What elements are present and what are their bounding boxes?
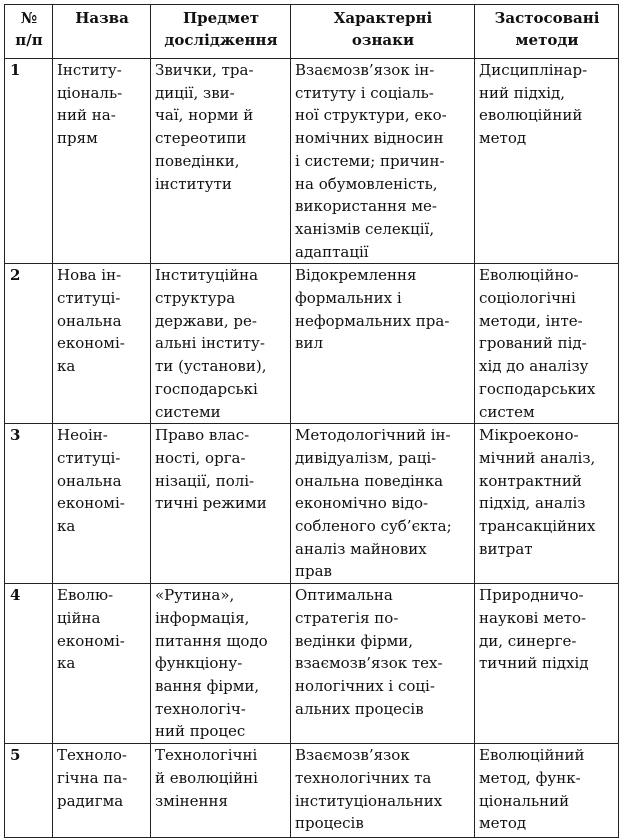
row-features: Взаємозв’язок технологічних та інституціональних процесів (291, 744, 475, 838)
header-number: № п/п (5, 5, 53, 59)
row-number: 2 (5, 264, 53, 424)
row-subject: Інституційна структура держави, ре- альні інститу- ти (установи), господарські системи (151, 264, 291, 424)
row-subject: Право влас- ності, орга- нізації, полі- тичні режими (151, 424, 291, 584)
row-methods: Еволюційно- соціологічні методи, інте- грований під- хід до аналізу господарських систем (475, 264, 619, 424)
row-number: 4 (5, 584, 53, 744)
row-number: 5 (5, 744, 53, 838)
table-row (5, 584, 619, 744)
economics-directions-table (4, 4, 619, 838)
row-subject: Звички, тра- диції, зви- чаї, норми й стереотипи поведінки, інститути (151, 59, 291, 264)
row-subject: «Рутина», інформація, питання щодо функціону- вання фірми, технологіч- ний процес (151, 584, 291, 744)
row-features: Методологічний ін- дивідуалізм, раці- ональна поведінка економічно відо- собленого суб’єкта; аналіз майнових прав (291, 424, 475, 584)
row-name: Еволю- ційна економі- ка (53, 584, 151, 744)
row-methods: Еволюційний метод, функ- ціональний метод (475, 744, 619, 838)
header-name: Назва (53, 5, 151, 59)
row-number: 1 (5, 59, 53, 264)
table-row (5, 264, 619, 424)
table-row (5, 424, 619, 584)
row-name: Техноло- гічна па- радигма (53, 744, 151, 838)
table-header-row (5, 5, 619, 59)
row-features: Відокремлення формальних і неформальних пра- вил (291, 264, 475, 424)
row-number: 3 (5, 424, 53, 584)
row-name: Неоін- ституці- ональна економі- ка (53, 424, 151, 584)
row-name: Нова ін- ституці- ональна економі- ка (53, 264, 151, 424)
row-features: Оптимальна стратегія по- ведінки фірми, взаємозв’язок тех- нологічних і соці- альних процесів (291, 584, 475, 744)
row-methods: Мікроеконо- мічний аналіз, контрактний підхід, аналіз трансакційних витрат (475, 424, 619, 584)
row-methods: Дисциплінар- ний підхід, еволюційний метод (475, 59, 619, 264)
row-features: Взаємозв’язок ін- ституту і соціаль- ної структури, еко- номічних відносин і системи; причин- на обумовленість, використання ме- ханізмів селекції, адаптації (291, 59, 475, 264)
table-row (5, 59, 619, 264)
header-subject: Предмет дослідження (151, 5, 291, 59)
table-row (5, 744, 619, 838)
header-features: Характерні ознаки (291, 5, 475, 59)
row-subject: Технологічні й еволюційні змінення (151, 744, 291, 838)
row-name: Інститу- ціональ- ний на- прям (53, 59, 151, 264)
row-methods: Природничо- наукові мето- ди, синерге- тичний підхід (475, 584, 619, 744)
header-methods: Застосовані методи (475, 5, 619, 59)
